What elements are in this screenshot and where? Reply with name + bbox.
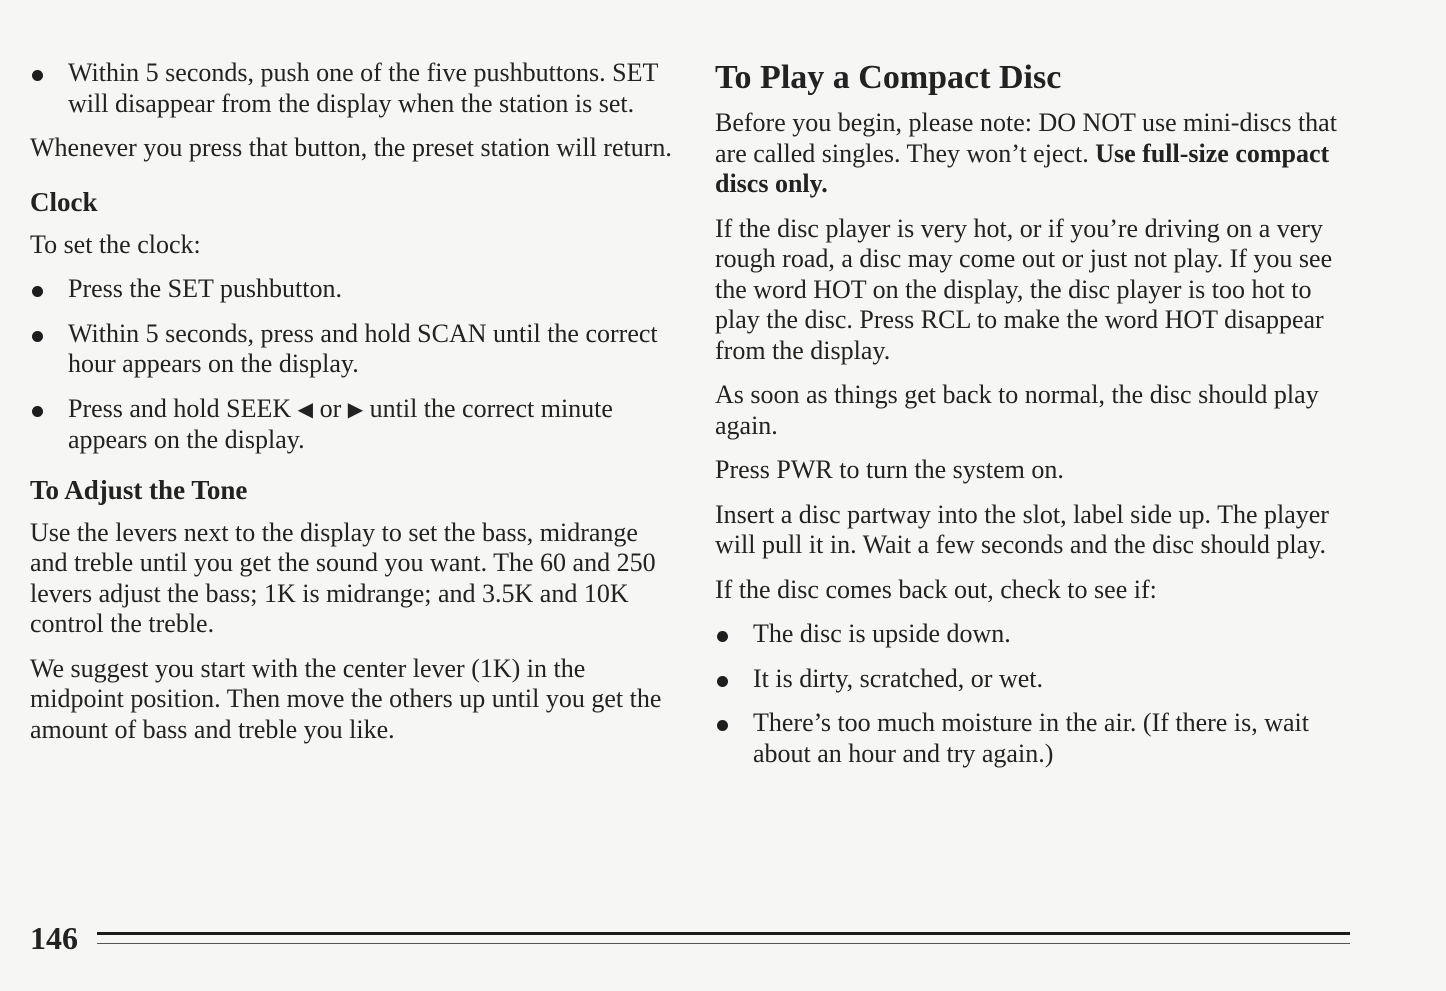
- footer-rule-thin: [97, 943, 1350, 944]
- list-item: [30, 394, 675, 456]
- bullet-icon: [32, 70, 43, 81]
- cd-paragraph-2: If the disc player is very hot, or if you’re driving on a very rough road, a disc may come out or just not play. If you see the word HOT on the display, the disc player is too hot to play the disc. Press RCL to make the word HOT disappear from the display.: [715, 213, 1333, 365]
- bullet-icon: [717, 676, 728, 687]
- bullet-text: until the correct minute appears on the display.: [68, 393, 613, 454]
- list-item: [715, 708, 1355, 769]
- bullet-text: Press and hold SEEK: [68, 393, 292, 423]
- bullet-icon: [32, 286, 43, 297]
- bullet-icon: [717, 631, 728, 642]
- cd-paragraph-1-text: Before you begin, please note: DO NOT use mini-discs that are called singles. They won’t eject.: [715, 108, 1337, 168]
- preset-paragraph: Whenever you press that button, the preset station will return.: [30, 133, 672, 162]
- preset-bullet-list: [30, 58, 675, 119]
- tone-paragraph-2: We suggest you start with the center lever (1K) in the midpoint position. Then move the others up until you get the amount of bass and treble you like.: [30, 653, 662, 744]
- bullet-text: It is dirty, scratched, or wet.: [753, 663, 1043, 693]
- footer-rule: [97, 932, 1350, 935]
- cd-paragraph-6: If the disc comes back out, check to see if:: [715, 574, 1157, 604]
- left-column: [30, 58, 675, 759]
- cd-paragraph-4: Press PWR to turn the system on.: [715, 455, 1064, 484]
- page-footer: [30, 918, 1350, 958]
- clock-heading: Clock: [30, 186, 98, 217]
- bullet-text: The disc is upside down.: [753, 619, 1011, 648]
- tone-heading: To Adjust the Tone: [30, 474, 248, 505]
- list-item: [30, 319, 675, 380]
- right-column: [715, 58, 1355, 783]
- list-item: [30, 58, 675, 119]
- bullet-text: Within 5 seconds, press and hold SCAN until the correct hour appears on the display.: [68, 318, 658, 378]
- compact-disc-heading: To Play a Compact Disc: [715, 59, 1062, 96]
- bullet-icon: [32, 406, 43, 417]
- bullet-text: Press the SET pushbutton.: [68, 274, 342, 303]
- cd-paragraph-5: Insert a disc partway into the slot, label side up. The player will pull it in. Wait a few seconds and the disc should play.: [715, 499, 1329, 559]
- seek-right-arrow-icon: ▶: [347, 398, 364, 421]
- list-item: [715, 664, 1355, 695]
- bullet-text-or: or: [319, 393, 342, 423]
- bullet-text: Within 5 seconds, push one of the five pushbuttons. SET will disappear from the display when the station is set.: [68, 58, 658, 118]
- seek-left-arrow-icon: ◀: [297, 398, 314, 421]
- clock-bullet-list: [30, 274, 675, 456]
- list-item: [715, 619, 1355, 650]
- clock-intro: To set the clock:: [30, 229, 201, 259]
- bullet-text: There’s too much moisture in the air. (If there is, wait about an hour and try again.): [753, 708, 1309, 768]
- cd-check-list: [715, 619, 1355, 769]
- page-number: 146: [30, 920, 78, 956]
- bullet-icon: [717, 720, 728, 731]
- tone-paragraph-1: Use the levers next to the display to set the bass, midrange and treble until you get the sound you want. The 60 and 250 levers adjust the bass; 1K is midrange; and 3.5K and 10K control the treble.: [30, 517, 656, 638]
- cd-paragraph-1: [715, 108, 1355, 200]
- cd-paragraph-1-bold: Use full-size compact discs only.: [715, 138, 1330, 198]
- bullet-icon: [32, 331, 43, 342]
- list-item: [30, 274, 675, 305]
- cd-paragraph-3: As soon as things get back to normal, the disc should play again.: [715, 380, 1319, 440]
